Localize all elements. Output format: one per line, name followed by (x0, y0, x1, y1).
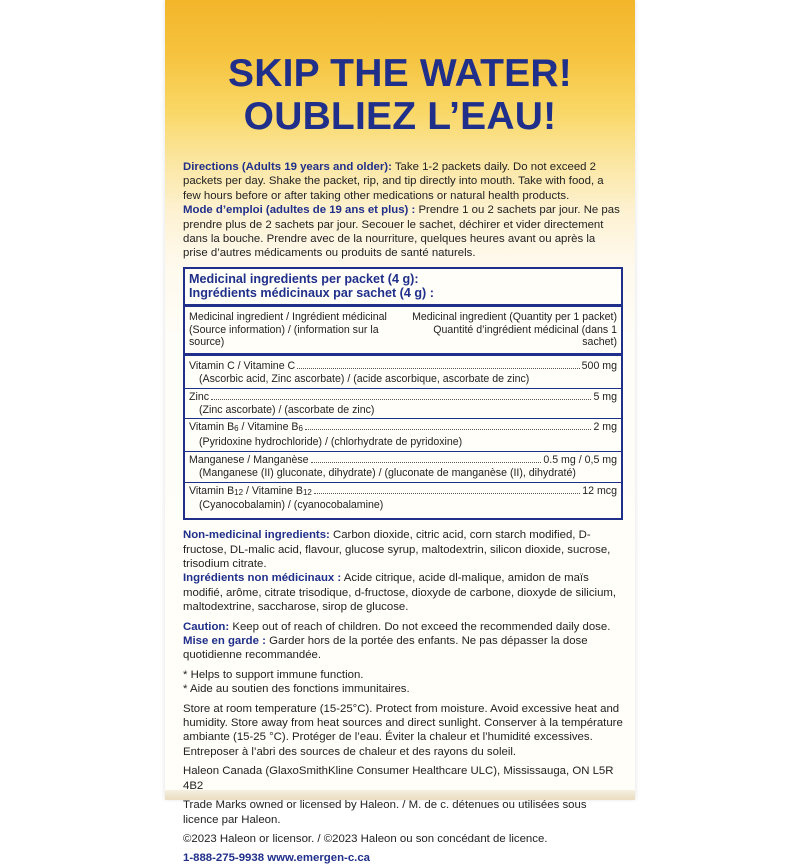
caution-en (183, 620, 623, 634)
ingredient-row-vitamin-b6 (189, 421, 617, 449)
nonmedicinal-fr-label: Ingrédients non médicinaux : (183, 572, 342, 585)
nonmedicinal-fr-text: Acide citrique, acide dl-malique, amidon de maïs modifié, arôme, citrate trisodique, d-fructose, dioxyde de carbone, dioxyde de silicium, maltodextrine, saccharose, sirop de glucose. (183, 572, 617, 614)
copyright-notice: ©2023 Haleon or licensor. / ©2023 Haleon ou son concédant de licence. (183, 832, 548, 845)
ingredient-source: (Pyridoxine hydrochloride) / (chlorhydrate de pyridoxine) (199, 436, 463, 449)
header-left-2: (Source information) / (information sur la source) (189, 323, 379, 349)
nonmedicinal-en-text: Carbon dioxide, citric acid, corn starch modified, D-fructose, DL-malic acid, flavour, glucose syrup, maltodextrin, silicon dioxide, sucrose, trisodium citrate. (183, 529, 611, 571)
trademark-notice: Trade Marks owned or licensed by Haleon. / M. de c. détenues ou utilisées sous licence par Haleon. (183, 799, 587, 826)
table-divider (185, 353, 621, 356)
ingredient-name: Manganese / Manganèse (189, 454, 309, 467)
ingredient-name: Vitamin C / Vitamine C (189, 360, 296, 373)
ingredient-amount: 5 mg (593, 390, 617, 403)
directions-en-label: Directions (Adults 19 years and older): (183, 161, 392, 173)
caution-fr-label: Mise en garde : (183, 635, 266, 648)
ingredient-source: (Cyanocobalamin) / (cyanocobalamine) (199, 499, 384, 512)
ingredient-row-zinc (189, 391, 617, 417)
table-divider (185, 304, 621, 307)
claim-en: * Helps to support immune function. (183, 668, 364, 681)
header-right-2: Quantité d’ingrédient médicinal (dans 1 sachet) (433, 323, 617, 349)
medicinal-ingredients-table (183, 267, 623, 520)
ingredient-row-manganese (189, 454, 617, 480)
nonmedicinal-en-label: Non-medicinal ingredients: (183, 529, 330, 542)
ingredient-source: (Ascorbic acid, Zinc ascorbate) / (acide ascorbique, ascorbate de zinc) (199, 373, 530, 386)
directions-fr (183, 203, 623, 261)
ingredient-name: Vitamin $B_6$ / Vitamine $B_6$ (189, 421, 303, 434)
nonmedicinal-en (183, 528, 623, 571)
caution-fr (183, 634, 623, 663)
ingredient-row-vitamin-b12 (189, 485, 617, 513)
header-right-1: Medicinal ingredient (Quantity per 1 packet) (412, 310, 617, 323)
ingredient-source: (Manganese (II) gluconate, dihydrate) / (gluconate de manganèse (II), dihydraté) (199, 466, 576, 479)
directions-fr-text: Prendre 1 ou 2 sachets par jour. Ne pas prendre plus de 2 sachets par jour. Secouer le sachet, déchirer et vider directement dans la bouche. Prendre avec de la nourriture, quelques heures avant ou après la prise d’autres médicaments ou produits de santé naturels. (183, 204, 620, 260)
directions-en-text: Take 1-2 packets daily. Do not exceed 2 packets per day. Shake the packet, rip, and tip directly into mouth. Take with food, a few hours before or after taking other medications or natural health products. (183, 161, 604, 202)
ingredient-amount: 0.5 mg / 0,5 mg (543, 454, 617, 467)
headline-en: SKIP THE WATER! (228, 52, 572, 95)
table-header (189, 311, 617, 349)
label-text (183, 160, 623, 866)
caution-en-text: Keep out of reach of children. Do not exceed the recommended daily dose. (229, 620, 611, 633)
caution-fr-text: Garder hors de la portée des enfants. Ne pas dépasser la dose quotidienne recommandée. (183, 635, 588, 662)
claim-fr: * Aide au soutien des fonctions immunitaires. (183, 683, 410, 696)
ingredient-amount: 500 mg (581, 360, 617, 373)
headline (165, 52, 635, 138)
storage-instructions: Store at room temperature (15-25°C). Protect from moisture. Avoid excessive heat and humidity. Store away from heat sources and direct sunlight. Conserver à la température ambiante (15-25 °C). Protéger de l’eau. Éviter la chaleur et l’humidité excessives. Entreposer à l’abri des sources de chaleur et des rayons du soleil. (183, 702, 623, 758)
ingredient-name: Vitamin $B_{12}$ / Vitamine $B_{12}$ (189, 484, 312, 497)
ingredient-source: (Zinc ascorbate) / (ascorbate de zinc) (199, 403, 375, 416)
ingredient-amount: 12 mcg (582, 484, 617, 497)
company-address: Haleon Canada (GlaxoSmithKline Consumer Healthcare ULC), Mississauga, ON L5R 4B2 (183, 765, 614, 792)
headline-fr: OUBLIEZ L’EAU! (243, 95, 557, 138)
directions-en (183, 160, 623, 203)
nonmedicinal-fr (183, 571, 623, 614)
header-left-1: Medicinal ingredient / Ingrédient médicinal (189, 310, 387, 323)
contact-line: 1-888-275-9938 www.emergen-c.ca (183, 852, 370, 865)
table-title-en: Medicinal ingredients per packet (4 g): (189, 271, 419, 286)
ingredient-name: Zinc (189, 390, 210, 403)
directions-fr-label: Mode d’emploi (adultes de 19 ans et plus) : (183, 204, 416, 217)
ingredient-row-vitamin-c (189, 360, 617, 386)
ingredient-amount: 2 mg (593, 421, 617, 434)
table-title-fr: Ingrédients médicinaux par sachet (4 g) : (189, 285, 434, 300)
caution-en-label: Caution: (183, 620, 230, 633)
